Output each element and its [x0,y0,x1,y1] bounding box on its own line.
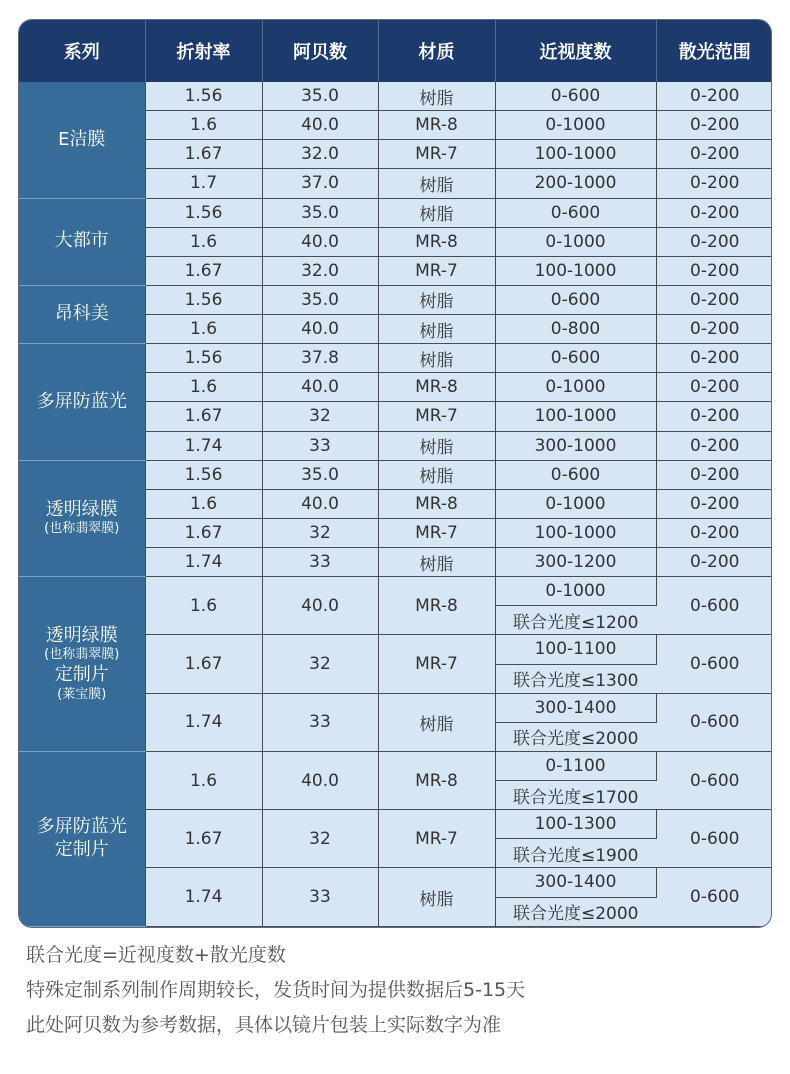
astigmatism-range-cell: 0-200 [656,489,772,518]
material-cell: MR-8 [378,111,495,140]
refractive-index-cell: 1.7 [145,169,262,198]
refractive-index-cell: 1.6 [145,111,262,140]
myopia-range-cell: 100-1000 [495,256,656,285]
abbe-number-cell: 37.0 [262,169,378,198]
myopia-range-cell: 200-1000 [495,169,656,198]
astigmatism-range-cell: 0-200 [656,198,772,227]
astigmatism-range-cell: 0-600 [656,810,772,868]
myopia-range-cell: 100-1100 [495,635,656,664]
material-cell: MR-7 [378,140,495,169]
refractive-index-cell: 1.56 [145,344,262,373]
abbe-number-cell: 40.0 [262,227,378,256]
astigmatism-range-cell: 0-600 [656,868,772,927]
myopia-range-cell: 300-1200 [495,548,656,577]
series-name: 昂科美 [54,303,109,325]
abbe-number-cell: 32 [262,635,378,693]
myopia-range-cell: 0-800 [495,315,656,344]
series-note: (莱宝膜) [57,686,107,702]
astigmatism-range-cell: 0-200 [656,140,772,169]
series-name: 大都市 [54,230,109,252]
astigmatism-range-cell: 0-200 [656,227,772,256]
footnotes [26,938,525,1043]
myopia-range-cell: 0-600 [495,285,656,314]
astigmatism-range-cell: 0-600 [656,751,772,809]
abbe-number-cell: 32.0 [262,256,378,285]
material-cell: MR-7 [378,635,495,693]
refractive-index-cell: 1.6 [145,373,262,402]
series-name: 透明绿膜 [45,624,118,646]
material-cell: 树脂 [378,548,495,577]
abbe-number-cell: 40.0 [262,373,378,402]
abbe-number-cell: 33 [262,431,378,460]
material-cell: 树脂 [378,198,495,227]
refractive-index-cell: 1.6 [145,751,262,809]
table-row [19,198,772,227]
myopia-range-cell: 100-1000 [495,140,656,169]
astigmatism-range-cell: 0-200 [656,373,772,402]
astigmatism-range-cell: 0-200 [656,315,772,344]
series-name: 透明绿膜 [45,498,118,520]
refractive-index-cell: 1.67 [145,635,262,693]
table-header-row [19,20,772,82]
abbe-number-cell: 32 [262,810,378,868]
footnote-combined-power: 联合光度=近视度数+散光度数 [26,944,286,966]
series-name: E洁膜 [58,128,106,150]
abbe-number-cell: 33 [262,693,378,751]
material-cell: 树脂 [378,285,495,314]
refractive-index-cell: 1.56 [145,285,262,314]
header-astigmatism-range: 散光范围 [656,20,772,82]
series-name-cell [19,82,145,198]
myopia-range-cell: 300-1000 [495,431,656,460]
material-cell: MR-8 [378,577,495,635]
table-row [19,82,772,111]
material-cell: MR-7 [378,256,495,285]
header-series: 系列 [19,20,145,82]
abbe-number-cell: 32.0 [262,140,378,169]
combined-power-cell: 联合光度≤2000 [495,897,656,927]
abbe-number-cell: 40.0 [262,751,378,809]
material-cell: MR-7 [378,518,495,547]
myopia-range-cell: 0-1000 [495,489,656,518]
material-cell: MR-8 [378,751,495,809]
table-body [19,82,772,927]
abbe-number-cell: 40.0 [262,111,378,140]
series-name: 定制片 [54,664,109,685]
footnote-custom-lead-time: 特殊定制系列制作周期较长，发货时间为提供数据后5-15天 [26,979,526,1001]
material-cell: 树脂 [378,868,495,927]
series-name-cell [19,577,145,752]
myopia-range-cell: 100-1300 [495,810,656,839]
astigmatism-range-cell: 0-200 [656,431,772,460]
abbe-number-cell: 33 [262,868,378,927]
series-note: (也称翡翠膜) [44,647,120,663]
myopia-range-cell: 300-1400 [495,868,656,897]
material-cell: 树脂 [378,693,495,751]
material-cell: 树脂 [378,169,495,198]
series-name-cell [19,285,145,343]
refractive-index-cell: 1.74 [145,693,262,751]
combined-power-cell: 联合光度≤1700 [495,781,656,810]
refractive-index-cell: 1.67 [145,810,262,868]
myopia-range-cell: 0-1000 [495,227,656,256]
combined-power-cell: 联合光度≤1200 [495,606,656,635]
myopia-range-cell: 0-600 [495,460,656,489]
abbe-number-cell: 40.0 [262,577,378,635]
table-row [19,344,772,373]
header-myopia-range: 近视度数 [495,20,656,82]
abbe-number-cell: 40.0 [262,489,378,518]
abbe-number-cell: 33 [262,548,378,577]
refractive-index-cell: 1.6 [145,489,262,518]
astigmatism-range-cell: 0-200 [656,285,772,314]
series-name: 定制片 [54,838,109,860]
material-cell: 树脂 [378,82,495,111]
refractive-index-cell: 1.74 [145,431,262,460]
material-cell: MR-8 [378,227,495,256]
combined-power-cell: 联合光度≤1300 [495,664,656,693]
series-note: (也称翡翠膜) [44,521,120,537]
refractive-index-cell: 1.56 [145,198,262,227]
refractive-index-cell: 1.6 [145,227,262,256]
abbe-number-cell: 35.0 [262,285,378,314]
material-cell: MR-7 [378,810,495,868]
myopia-range-cell: 0-1000 [495,373,656,402]
abbe-number-cell: 35.0 [262,198,378,227]
refractive-index-cell: 1.6 [145,577,262,635]
myopia-range-cell: 0-1100 [495,751,656,780]
astigmatism-range-cell: 0-200 [656,111,772,140]
series-name-cell [19,751,145,926]
abbe-number-cell: 32 [262,518,378,547]
astigmatism-range-cell: 0-600 [656,577,772,635]
refractive-index-cell: 1.6 [145,315,262,344]
abbe-number-cell: 35.0 [262,82,378,111]
series-name-cell [19,460,145,577]
series-name-cell [19,198,145,285]
astigmatism-range-cell: 0-200 [656,518,772,547]
header-material: 材质 [378,20,495,82]
abbe-number-cell: 35.0 [262,460,378,489]
astigmatism-range-cell: 0-200 [656,402,772,431]
material-cell: MR-7 [378,402,495,431]
series-name-cell [19,344,145,461]
astigmatism-range-cell: 0-200 [656,169,772,198]
refractive-index-cell: 1.67 [145,256,262,285]
table-row [19,460,772,489]
material-cell: MR-8 [378,373,495,402]
astigmatism-range-cell: 0-200 [656,82,772,111]
table-row [19,751,772,780]
abbe-number-cell: 32 [262,402,378,431]
myopia-range-cell: 100-1000 [495,518,656,547]
lens-spec-table-container [18,19,772,928]
refractive-index-cell: 1.67 [145,518,262,547]
series-name: 多屏防蓝光 [36,816,127,838]
myopia-range-cell: 300-1400 [495,693,656,722]
refractive-index-cell: 1.67 [145,402,262,431]
combined-power-cell: 联合光度≤1900 [495,839,656,868]
abbe-number-cell: 37.8 [262,344,378,373]
myopia-range-cell: 0-600 [495,344,656,373]
astigmatism-range-cell: 0-200 [656,548,772,577]
refractive-index-cell: 1.74 [145,868,262,927]
material-cell: 树脂 [378,460,495,489]
material-cell: MR-8 [378,489,495,518]
header-abbe-number: 阿贝数 [262,20,378,82]
astigmatism-range-cell: 0-200 [656,460,772,489]
table-row [19,577,772,606]
table-row [19,285,772,314]
astigmatism-range-cell: 0-600 [656,693,772,751]
refractive-index-cell: 1.56 [145,82,262,111]
refractive-index-cell: 1.74 [145,548,262,577]
myopia-range-cell: 0-600 [495,198,656,227]
astigmatism-range-cell: 0-600 [656,635,772,693]
myopia-range-cell: 100-1000 [495,402,656,431]
abbe-number-cell: 40.0 [262,315,378,344]
myopia-range-cell: 0-1000 [495,577,656,606]
lens-spec-table [19,20,772,927]
myopia-range-cell: 0-1000 [495,111,656,140]
material-cell: 树脂 [378,315,495,344]
myopia-range-cell: 0-600 [495,82,656,111]
refractive-index-cell: 1.67 [145,140,262,169]
refractive-index-cell: 1.56 [145,460,262,489]
material-cell: 树脂 [378,344,495,373]
astigmatism-range-cell: 0-200 [656,344,772,373]
footnote-abbe-reference: 此处阿贝数为参考数据，具体以镜片包装上实际数字为准 [26,1014,502,1036]
combined-power-cell: 联合光度≤2000 [495,722,656,751]
header-refractive-index: 折射率 [145,20,262,82]
material-cell: 树脂 [378,431,495,460]
series-name: 多屏防蓝光 [36,390,127,412]
astigmatism-range-cell: 0-200 [656,256,772,285]
